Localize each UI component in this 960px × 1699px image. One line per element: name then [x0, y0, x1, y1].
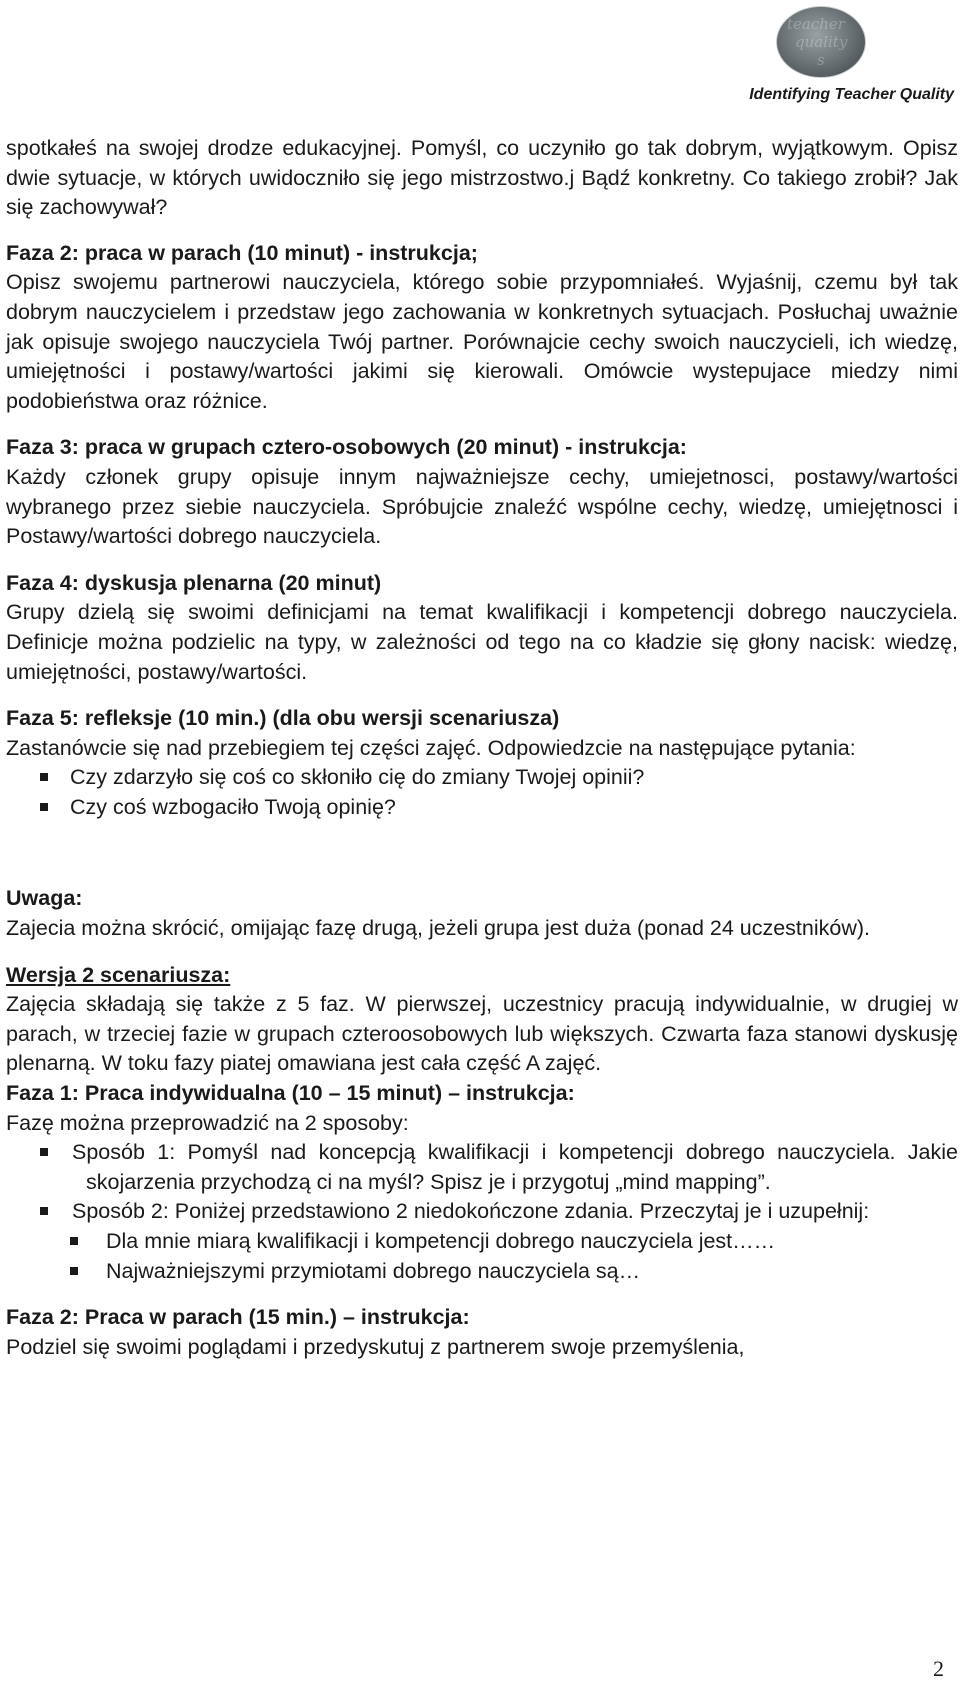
phase4-text: Grupy dzielą się swoimi definicjami na temat kwalifikacji i kompetencji dobrego nauczyciela. Definicje można podzielic na typy, w zależności od tego na co kładzie się głony nacisk: wiedzę, umiejętności, postawy/wartości.: [6, 600, 958, 684]
list-item: Sposób 1: Pomyśl nad koncepcją kwalifikacji i kompetencji dobrego nauczyciela. Jakie skojarzenia przychodzą ci na myśl? Spisz je i przygotuj „mind mapping”.: [6, 1138, 958, 1197]
v2-phase1-bullet-list: [6, 1138, 958, 1227]
phase5-text: Zastanówcie się nad przebiegiem tej części zajęć. Odpowiedzcie na następujące pytania:: [6, 735, 856, 760]
square-bullet-icon: [70, 1237, 78, 1245]
page-number: 2: [933, 1656, 944, 1681]
version2-text: Zajęcia składają się także z 5 faz. W pierwszej, uczestnicy pracują indywidualnie, w drugiej w parach, w trzeciej fazie w grupach czteroosobowych lub większych. Czwarta faza stanowi dyskusję plenarną. W toku fazy piatej omawiana jest cała część A zajęć.: [6, 992, 958, 1076]
document-page: [6, 0, 958, 1699]
teacher-quality-logo: [776, 6, 866, 78]
v2-phase1-text: Fazę można przeprowadzić na 2 sposoby:: [6, 1110, 409, 1135]
v2-phase1-heading: Faza 1: Praca indywidualna (10 – 15 minut) – instrukcja:: [6, 1081, 575, 1106]
phase3-text: Każdy członek grupy opisuje innym najważniejsze cechy, umiejetnosci, postawy/wartości wybranego przez siebie nauczyciela. Spróbujcie znaleźć wspólne cechy, wiedzę, umiejętnosci i Postawy/wartości dobrego nauczyciela.: [6, 464, 958, 549]
phase4-heading: Faza 4: dyskusja plenarna (20 minut): [6, 570, 382, 595]
square-bullet-icon: [40, 1207, 48, 1215]
note-text: Zajecia można skrócić, omijając fazę drugą, jeżeli grupa jest duża (ponad 24 uczestników).: [6, 916, 871, 941]
list-item: Czy coś wzbogaciło Twoją opinię?: [6, 793, 958, 823]
square-bullet-icon: [40, 803, 48, 811]
phase2-heading: Faza 2: praca w parach (10 minut) - instrukcja;: [6, 240, 478, 265]
square-bullet-icon: [40, 1148, 48, 1156]
header-title: Identifying Teacher Quality: [749, 86, 954, 103]
version2-heading: Wersja 2 scenariusza:: [6, 962, 231, 987]
list-item: Sposób 2: Poniżej przedstawiono 2 niedokończone zdania. Przeczytaj je i uzupełnij:: [6, 1197, 958, 1227]
list-item: Dla mnie miarą kwalifikacji i kompetencji dobrego nauczyciela jest……: [6, 1227, 958, 1257]
square-bullet-icon: [40, 773, 48, 781]
document-body: [6, 134, 958, 1362]
phase2-text: Opisz swojemu partnerowi nauczyciela, którego sobie przypomniałeś. Wyjaśnij, czemu był tak dobrym nauczycielem i przedstaw jego zachowania w konkretnych sytuacjach. Posłuchaj uważnie jak opisuje swojego nauczyciela Twój partner. Porównajcie cechy swoich nauczycieli, ich wiedzę, umiejętności i postawy/wartości jakimi się kierowali. Omówcie wystepujace miedzy nimi podobieństwa oraz różnice.: [6, 270, 958, 413]
v2-phase2-heading: Faza 2: Praca w parach (15 min.) – instrukcja:: [6, 1305, 470, 1330]
phase5-bullet-list: [6, 763, 958, 822]
logo-text-1: teacher: [787, 15, 845, 33]
logo-text-3: s: [817, 51, 825, 69]
phase3-heading: Faza 3: praca w grupach cztero-osobowych (20 minut) - instrukcja:: [6, 435, 687, 460]
phase5-heading: Faza 5: refleksje (10 min.) (dla obu wersji scenariusza): [6, 706, 560, 731]
v2-phase1-sub-bullet-list: [6, 1227, 958, 1286]
v2-phase2-text: Podziel się swoimi poglądami i przedyskutuj z partnerem swoje przemyślenia,: [6, 1334, 745, 1359]
logo-text-2: quality: [795, 33, 848, 51]
list-item: Czy zdarzyło się coś co skłoniło cię do zmiany Twojej opinii?: [6, 763, 958, 793]
list-item: Najważniejszymi przymiotami dobrego nauczyciela są…: [6, 1257, 958, 1287]
note-heading: Uwaga:: [6, 886, 83, 911]
square-bullet-icon: [70, 1267, 78, 1275]
intro-paragraph: spotkałeś na swojej drodze edukacyjnej. Pomyśl, co uczyniło go tak dobrym, wyjątkowym. Opisz dwie sytuacje, w których uwidoczniło się jego mistrzostwo.j Bądź konkretny. Co takiego zrobił? Jak się zachowywał?: [6, 136, 958, 220]
